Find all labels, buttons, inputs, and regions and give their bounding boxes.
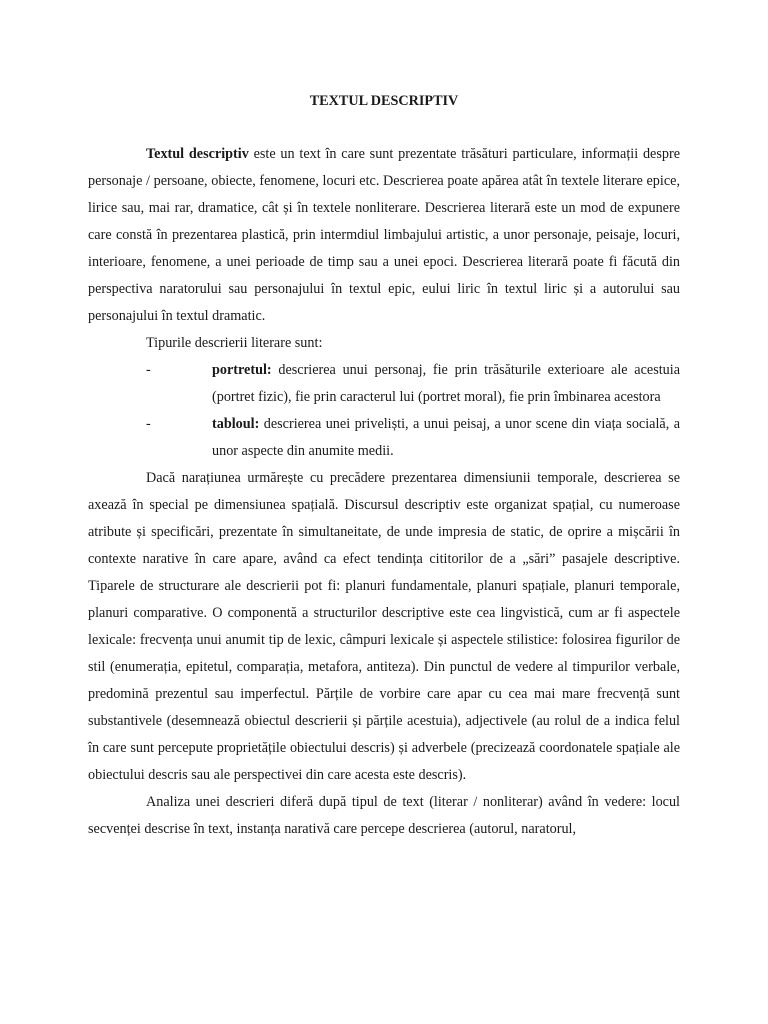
paragraph-definition bbox=[88, 141, 680, 330]
document-title: TEXTUL DESCRIPTIV bbox=[309, 93, 459, 109]
list-item-text: descrierea unui personaj, fie prin trăsăturile exterioare ale acestuia (portret fizic), fie prin caracterul lui (portret moral), fie prin îmbinarea acestora bbox=[212, 362, 680, 405]
list-item-content bbox=[212, 411, 680, 465]
list-item-term: portretul: bbox=[212, 362, 272, 378]
list-dash: - bbox=[146, 362, 151, 378]
definition-text: este un text în care sunt prezentate trăsături particulare, informații despre personaje / persoane, obiecte, fenomene, locuri etc. Descrierea poate apărea atât în textele literare epice, lirice sau, mai rar, dramatice, cât și în textele nonliterare. Descrierea literară este un mod de expunere care constă în prezentarea plastică, prin intermdiul limbajului artistic, a unor personaje, peisaje, locuri, interioare, fenomene, a unei perioade de timp sau a unei epoci. Descrierea literară poate fi făcută din perspectiva naratorului sau personajului în textul epic, eului liric în textul liric și a autorului sau personajului în textul dramatic. bbox=[88, 146, 680, 324]
paragraph-analysis: Analiza unei descrieri diferă după tipul de text (literar / nonliterar) având în vedere: locul secvenței descrise în text, instanța narativă care percepe descrierea (autorul, naratorul, bbox=[88, 794, 680, 837]
paragraph-types-intro: Tipurile descrierii literare sunt: bbox=[146, 335, 323, 351]
list-dash: - bbox=[146, 416, 151, 432]
list-item-content bbox=[212, 357, 680, 411]
definition-term: Textul descriptiv bbox=[146, 146, 249, 162]
paragraph-spatial: Dacă narațiunea urmărește cu precădere prezentarea dimensiunii temporale, descrierea se axează în special pe dimensiunea spațială. Discursul descriptiv este organizat spațial, cu numeroase atribute și specificări, prezentate în simultaneitate, de unde impresia de static, de oprire a mișcării în contexte narative în care apare, având ca efect tendința cititorilor de a „sări” pasajele descriptive. Tiparele de structurare ale descrierii pot fi: planuri fundamentale, planuri spațiale, planuri temporale, planuri comparative. O componentă a structurilor descriptive este cea lingvistică, cum ar fi aspectele lexicale: frecvența unui anumit tip de lexic, câmpuri lexicale și aspectele stilistice: folosirea figurilor de stil (enumerația, epitetul, comparația, metafora, antiteza). Din punctul de vedere al timpurilor verbale, predomină prezentul sau imperfectul. Părțile de vorbire care apar cu cea mai mare frecvență sunt substantivele (desemnează obiectul descrierii și părțile acestuia), adjectivele (au rolul de a indica felul în care sunt percepute proprietățile obiectului descris) și adverbele (precizează coordonatele spațiale ale obiectului descris sau ale perspectivei din care acesta este descris). bbox=[88, 470, 680, 783]
document-page bbox=[88, 0, 680, 1024]
list-item-term: tabloul: bbox=[212, 416, 260, 432]
list-item-tableau bbox=[88, 411, 680, 465]
list-item-text: descrierea unei priveliști, a unui peisaj, a unor scene din viața socială, a unor aspecte din anumite medii. bbox=[212, 416, 680, 459]
document-body bbox=[88, 141, 680, 843]
list-item-portrait bbox=[88, 357, 680, 411]
